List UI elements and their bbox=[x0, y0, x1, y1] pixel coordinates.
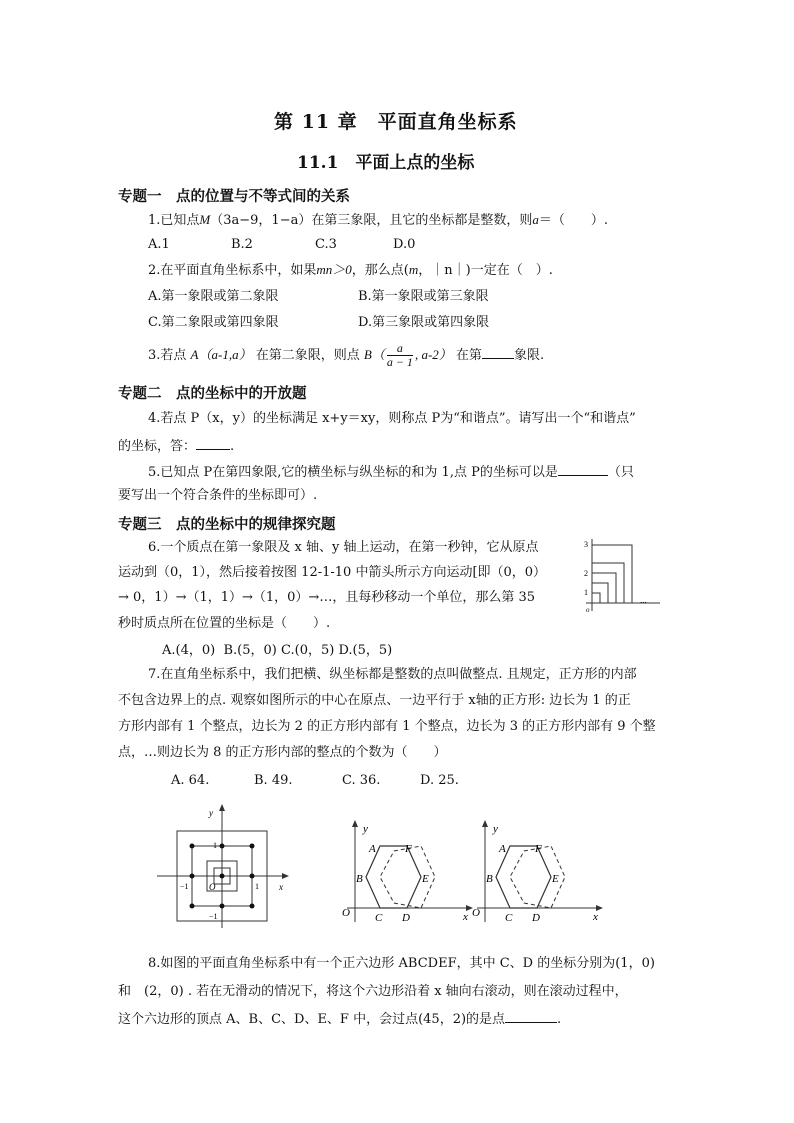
q2-option-b: B.第一象限或第三象限 bbox=[358, 289, 489, 304]
y-axis-label: y bbox=[493, 823, 498, 835]
y-tick-3: 3 bbox=[584, 540, 588, 549]
q7-option-d: D. 25. bbox=[420, 773, 459, 788]
y-axis-label: y bbox=[363, 823, 368, 835]
continuation-dots: ... bbox=[640, 595, 647, 605]
q1-option-a: A.1 bbox=[148, 237, 170, 252]
question-7-line-4: 点，…则边长为 8 的正方形内部的整点的个数为（ ） bbox=[118, 745, 447, 760]
vertex-c: C bbox=[375, 912, 383, 924]
q2-option-d: D.第三象限或第四象限 bbox=[358, 315, 490, 330]
question-7-line-3: 方形内部有 1 个整点，边长为 2 的正方形内部有 1 个整点，边长为 3 的正方形内部有 9 个整 bbox=[118, 719, 656, 734]
vertex-e: E bbox=[422, 873, 429, 885]
vertex-e: E bbox=[552, 873, 559, 885]
q2-option-c: C.第二象限或第四象限 bbox=[148, 315, 279, 330]
origin-label: o bbox=[586, 606, 590, 613]
q1-option-d: D.0 bbox=[393, 237, 416, 252]
vertex-a: A bbox=[369, 843, 376, 855]
origin-label: O bbox=[342, 907, 350, 919]
vertex-d: D bbox=[532, 912, 540, 924]
topic-heading-2: 专题二 点的坐标中的开放题 bbox=[118, 385, 307, 402]
answer-blank bbox=[482, 347, 514, 359]
q1-option-c: C.3 bbox=[315, 237, 337, 252]
question-7-line-1: 7.在直角坐标系中，我们把横、纵坐标都是整数的点叫做整点. 且规定，正方形的内部 bbox=[148, 667, 637, 682]
vertex-f: F bbox=[405, 843, 412, 855]
question-6-line-4: 秒时质点所在位置的坐标是（ ）. bbox=[118, 616, 331, 631]
answer-blank bbox=[558, 464, 608, 476]
question-3: 3.若点 A（a-1,a） 在第二象限，则点 B（ $\frac{a}{a - 1}$ , a-2） 在第 象限. bbox=[148, 341, 545, 369]
origin-label: O bbox=[209, 882, 216, 892]
vertex-b: B bbox=[486, 873, 493, 885]
y-axis-label: y bbox=[209, 808, 213, 818]
q1-option-b: B.2 bbox=[231, 237, 253, 252]
x-axis-label: x bbox=[279, 882, 283, 892]
chapter-title: 第 11 章 平面直角坐标系 bbox=[274, 111, 518, 133]
x-axis-label: x bbox=[463, 911, 468, 923]
vertex-c: C bbox=[505, 912, 513, 924]
question-5-line-2: 要写出一个符合条件的坐标即可）. bbox=[118, 488, 318, 503]
x-tick-1: 1 bbox=[255, 882, 259, 891]
y-tick-1: 1 bbox=[584, 588, 588, 597]
square-grid-figure bbox=[153, 800, 293, 930]
q7-option-c: C. 36. bbox=[342, 773, 381, 788]
vertex-a: A bbox=[499, 843, 506, 855]
y-tick-2: 2 bbox=[584, 569, 588, 578]
q6-path-figure bbox=[582, 533, 662, 613]
question-8-line-2: 和 (2，0) . 若在无滑动的情况下，将这个六边形沿着 x 轴向右滚动，则在滚动过程中， bbox=[118, 984, 628, 999]
fraction: $\frac{a}{a - 1}$ bbox=[386, 341, 413, 369]
y-tick-1: 1 bbox=[213, 841, 217, 850]
hexagon-figure-1 bbox=[335, 818, 475, 928]
topic-heading-1: 专题一 点的位置与不等式间的关系 bbox=[118, 188, 350, 205]
question-8-line-3: 这个六边形的顶点 A、B、C、D、E、F 中，会过点(45，2)的是点 . bbox=[118, 1012, 562, 1027]
x-tick-neg-1: −1 bbox=[180, 882, 189, 891]
question-6-line-2: 运动到（0，1），然后接着按图 12-1-10 中箭头所示方向运动[即（0，0） bbox=[118, 565, 547, 580]
question-6-line-3: → 0，1）→（1，1）→（1，0）→…，且每秒移动一个单位，那么第 35 bbox=[118, 590, 536, 605]
question-1: 1.已知点M（3a−9，1−a）在第三象限，且它的坐标都是整数，则a＝（ ）. bbox=[148, 212, 609, 228]
topic-heading-3: 专题三 点的坐标中的规律探究题 bbox=[118, 516, 336, 533]
question-5-line-1: 5.已知点 P在第四象限,它的横坐标与纵坐标的和为 1,点 P的坐标可以是 （只 bbox=[148, 465, 634, 480]
question-7-line-2: 不包含边界上的点. 观察如图所示的中心在原点、一边平行于 x轴的正方形: 边长为 1 的正 bbox=[118, 693, 631, 708]
origin-label: O bbox=[472, 907, 480, 919]
x-axis-label: x bbox=[593, 911, 598, 923]
question-2: 2.在平面直角坐标系中，如果mn＞0，那么点(m，｜n｜)一定在（ ）. bbox=[148, 262, 553, 278]
q6-options: A.(4，0) B.(5，0) C.(0，5) D.(5，5) bbox=[162, 643, 393, 658]
section-title: 11.1 平面上点的坐标 bbox=[297, 153, 475, 173]
question-4-line-2: 的坐标，答： . bbox=[118, 439, 235, 454]
answer-blank bbox=[505, 1011, 557, 1023]
answer-blank bbox=[196, 438, 230, 450]
y-tick-neg-1: −1 bbox=[209, 912, 218, 921]
q7-option-a: A. 64. bbox=[171, 773, 210, 788]
vertex-f: F bbox=[535, 843, 542, 855]
vertex-d: D bbox=[402, 912, 410, 924]
hexagon-figure-2 bbox=[465, 818, 605, 928]
question-8-line-1: 8.如图的平面直角坐标系中有一个正六边形 ABCDEF，其中 C、D 的坐标分别为(1，0) bbox=[148, 956, 655, 971]
question-4-line-1: 4.若点 P（x，y）的坐标满足 x+y＝xy，则称点 P为“和谐点”。请写出一个“和谐点” bbox=[148, 411, 636, 426]
question-6-line-1: 6.一个质点在第一象限及 x 轴、y 轴上运动，在第一秒钟，它从原点 bbox=[148, 540, 539, 555]
q2-option-a: A.第一象限或第二象限 bbox=[148, 289, 279, 304]
vertex-b: B bbox=[356, 873, 363, 885]
q7-option-b: B. 49. bbox=[254, 773, 293, 788]
